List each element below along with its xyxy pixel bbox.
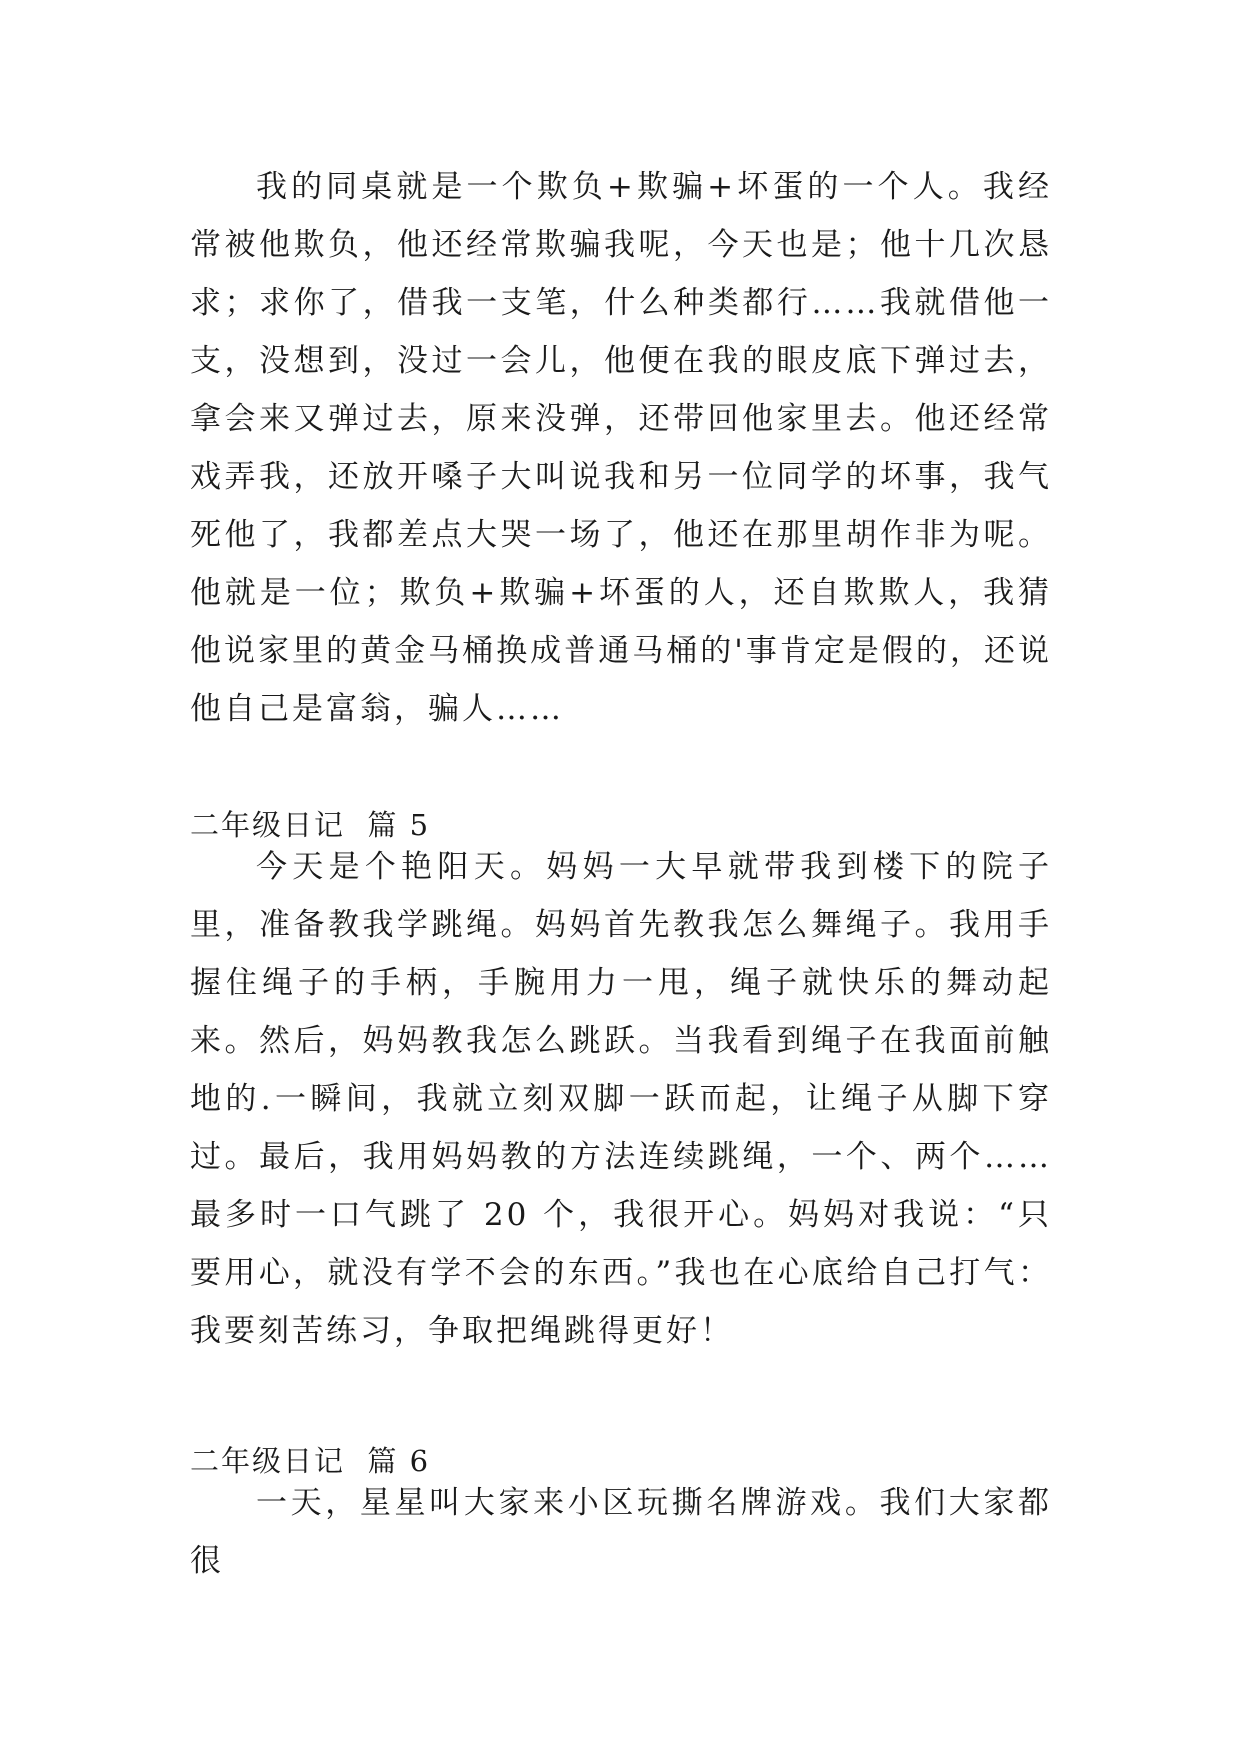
diary-paragraph-3: 一天，星星叫大家来小区玩撕名牌游戏。我们大家都很 [190,1485,1052,1579]
diary-heading-5: 二年级日记 篇 5 [190,808,431,842]
diary-paragraph-1: 我的同桌就是一个欺负+欺骗+坏蛋的一个人。我经常被他欺负，他还经常欺骗我呢，今天也是；他十几次恳求；求你了，借我一支笔，什么种类都行……我就借他一支，没想到，没过一会儿，他便在我的眼皮底下弹过去，拿会来又弹过去，原来没弹，还带回他家里去。他还经常戏弄我，还放开嗓子大叫说我和另一位同学的坏事，我气死他了，我都差点大哭一场了，他还在那里胡作非为呢。他就是一位；欺负+欺骗+坏蛋的人，还自欺欺人，我猜他说家里的黄金马桶换成普通马桶的'事肯定是假的，还说他自己是富翁，骗人…… [190,169,1052,727]
diary-paragraph-2: 今天是个艳阳天。妈妈一大早就带我到楼下的院子里，准备教我学跳绳。妈妈首先教我怎么舞绳子。我用手握住绳子的手柄，手腕用力一甩，绳子就快乐的舞动起来。然后，妈妈教我怎么跳跃。当我看到绳子在我面前触地的.一瞬间，我就立刻双脚一跃而起，让绳子从脚下穿过。最后，我用妈妈教的方法连续跳绳，一个、两个……最多时一口气跳了 20 个，我很开心。妈妈对我说：“只要用心，就没有学不会的东西。”我也在心底给自己打气：我要刻苦练习，争取把绳跳得更好！ [190,849,1052,1349]
diary-heading-6: 二年级日记 篇 6 [190,1444,431,1478]
